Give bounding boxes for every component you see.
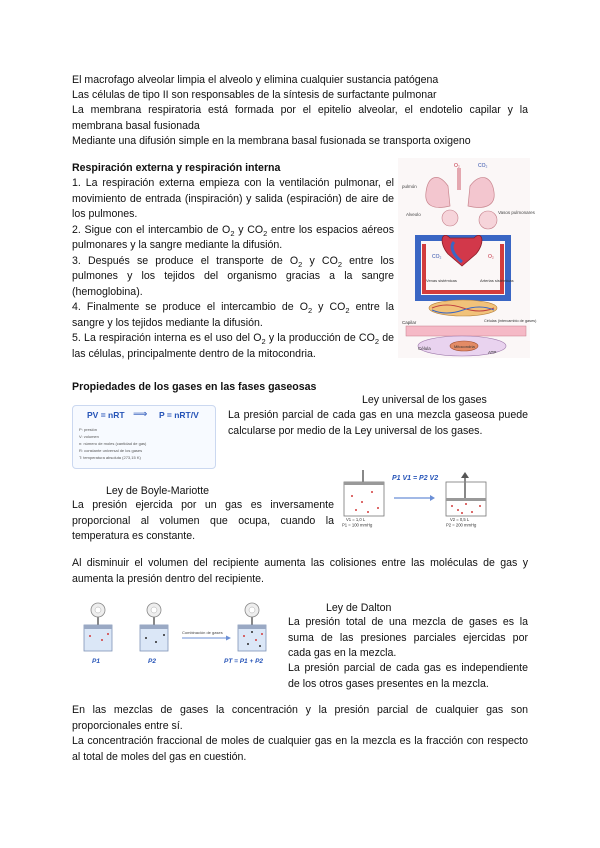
label-o2-right: O₂ bbox=[488, 254, 494, 260]
respiration-diagram bbox=[398, 158, 537, 358]
dalton-p1: P1 bbox=[92, 658, 100, 665]
eq-p-nrt-v: P = nRT/V bbox=[159, 410, 199, 420]
dalton-container-p1 bbox=[84, 603, 112, 665]
label-alveolo: Alveolo bbox=[406, 212, 421, 217]
eq-pv-nrt: PV = nRT bbox=[87, 410, 125, 420]
label-capilar: Capilar bbox=[402, 320, 417, 325]
ley-universal-box bbox=[72, 405, 216, 469]
label-o2-top: O₂ bbox=[454, 163, 460, 169]
boyle-after-text: Al disminuir el volumen del recipiente aumenta las colisiones entre las moléculas de gas y aumenta la presión dentro del recipiente. bbox=[72, 557, 528, 585]
dalton-title: Ley de Dalton bbox=[326, 602, 392, 614]
ley-universal-text: La presión parcial de cada gas en una mezcla gaseosa puede calcularse por medio de la Ley universal de los gases. bbox=[228, 409, 528, 437]
section1-item-4: 4. Finalmente se produce el intercambio de $O_2$ y $CO_2$ entre la sangre y los tejidos mediante la difusión. bbox=[72, 301, 394, 329]
intro-line-4: Mediante una difusión simple en la membrana basal fusionada se transporta oxigeno bbox=[72, 135, 471, 147]
section2-heading: Propiedades de los gases en las fases gaseosas bbox=[72, 381, 317, 393]
boyle-v1: V1 = 1,0 L bbox=[346, 517, 366, 522]
boyle-text: La presión ejercida por un gas es inversamente proporcional al volumen que ocupa, cuando la temperatura es constante. bbox=[72, 499, 334, 542]
label-co2-top: CO₂ bbox=[478, 163, 488, 169]
label-venas: Venas sistémicas bbox=[426, 278, 457, 283]
boyle-equation: P1 V1 = P2 V2 bbox=[392, 475, 439, 482]
dalton-container-pt bbox=[224, 603, 266, 665]
section1-heading: Respiración externa y respiración interna bbox=[72, 162, 281, 174]
section1-item-5: 5. La respiración interna es el uso del $O_2$ y la producción de $CO_2$ de las células, principalmente dentro de la mitocondria. bbox=[72, 332, 395, 360]
intro-line-3: La membrana respiratoria está formada por el epitelio alveolar, el endotelio capilar y la membrana basal fusionada bbox=[72, 104, 528, 132]
dalton-container-p2 bbox=[140, 603, 168, 665]
label-arterias: Arterias sistémicas bbox=[480, 278, 514, 283]
label-atp: ATP bbox=[488, 350, 497, 355]
section1-item-1: 1. La respiración externa empieza con la ventilación pulmonar, el movimiento de entrada (inspiración) y salida (espiración) de aire de los pulmones. bbox=[72, 177, 394, 220]
dalton-diagram bbox=[78, 600, 286, 672]
eq-arrow-icon: ⟹ bbox=[133, 409, 148, 420]
section1-item-2: 2. Sigue con el intercambio de $O_2$ y $CO_2$ entre los espacios aéreos pulmonares y la sangre mediante la difusión. bbox=[72, 223, 394, 251]
boyle-title: Ley de Boyle-Mariotte bbox=[106, 485, 210, 497]
label-mitocondria: Mitocondria bbox=[454, 344, 475, 349]
label-celula: Célula bbox=[418, 346, 431, 351]
dalton-combine-label: Combinación de gases bbox=[182, 630, 223, 635]
section1-list bbox=[72, 176, 394, 362]
label-co2-left: CO₂ bbox=[432, 254, 442, 260]
boyle-diagram bbox=[340, 468, 490, 528]
final-text-2: La concentración fraccional de moles de cualquier gas en la mezcla es la fracción con respecto al total de moles del gas en cuestión. bbox=[72, 735, 528, 763]
intro-line-1: El macrofago alveolar limpia el alveolo y elimina cualquier sustancia patógena bbox=[72, 74, 439, 86]
boyle-p2: P2 = 200 mmHg bbox=[446, 522, 477, 528]
intro-line-2: Las células de tipo II son responsables de la síntesis de surfactante pulmonar bbox=[72, 89, 437, 101]
boyle-v2: V2 = 0,5 L bbox=[450, 517, 470, 522]
section1-item-3: 3. Después se produce el transporte de $O_2$ y $CO_2$ entre los pulmones y los tejidos del organismo gracias a la sangre (hemoglobina). bbox=[72, 254, 394, 298]
label-vasos: Vasos pulmonares bbox=[498, 210, 535, 215]
eq-legend: P: presión V: volumen n: número de moles (cantidad de gas) R: constante universal de los gases T: temperatura absoluta (273,15 K) bbox=[79, 427, 147, 460]
dalton-text-1: La presión total de una mezcla de gases es la suma de las presiones parciales ejercidas por cada gas en la mezcla. bbox=[288, 616, 528, 659]
dalton-pt: PT = P1 + P2 bbox=[224, 658, 264, 665]
label-pulmon: pulmón bbox=[402, 184, 417, 189]
dalton-p2: P2 bbox=[148, 658, 156, 665]
ley-universal-title: Ley universal de los gases bbox=[362, 394, 487, 406]
dalton-text-2: La presión parcial de cada gas es independiente de los otros gases presentes en la mezcla. bbox=[288, 662, 528, 690]
boyle-p1: P1 = 100 mmHg bbox=[342, 522, 373, 528]
final-text-1: En las mezclas de gases la concentración y la presión parcial de cualquier gas son proporcionales entre sí. bbox=[72, 704, 528, 732]
label-celulas: Células (intercambio de gases) bbox=[484, 319, 537, 323]
